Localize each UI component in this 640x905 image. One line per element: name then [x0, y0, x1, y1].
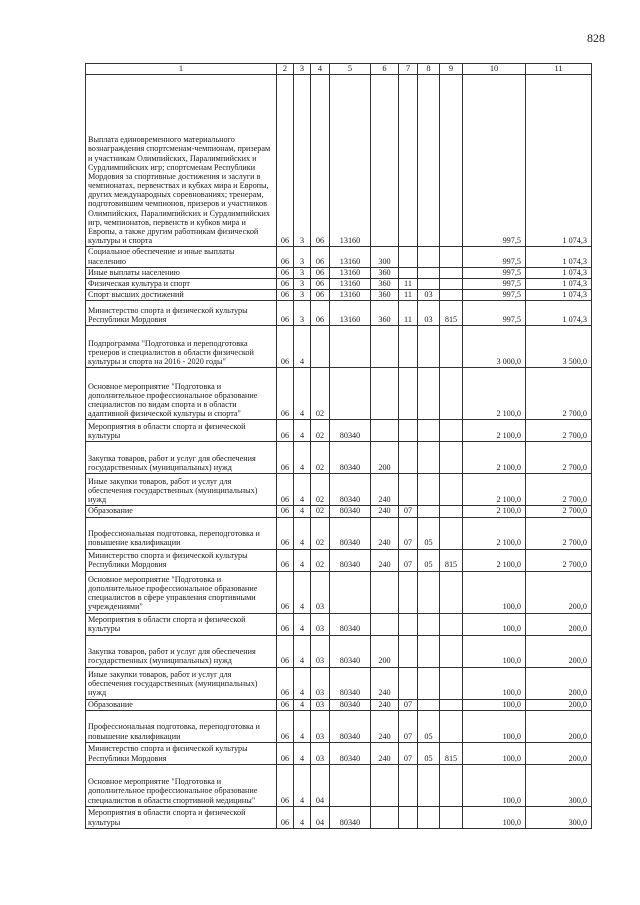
code-expense-cell	[371, 571, 399, 613]
amount-2018-cell: 300,0	[526, 806, 592, 828]
code-item-cell: 02	[311, 517, 330, 549]
amount-2017-cell: 997,5	[463, 247, 526, 267]
code-target-cell: 80340	[330, 613, 371, 635]
amount-2017-cell: 100,0	[463, 742, 526, 764]
code-section-cell: 07	[399, 699, 418, 710]
code-sec-cell: 06	[277, 571, 294, 613]
code-sec-cell: 06	[277, 517, 294, 549]
code-sec-cell: 06	[277, 635, 294, 667]
code-target-cell: 80340	[330, 806, 371, 828]
code-sec-cell: 06	[277, 368, 294, 420]
code-subsection-cell	[418, 326, 440, 368]
code-item-cell: 06	[311, 247, 330, 267]
amount-2018-cell: 2 700,0	[526, 549, 592, 571]
row-name-cell: Закупка товаров, работ и услуг для обеспечения государственных (муниципальных) нужд	[86, 442, 277, 474]
amount-2017-cell: 3 000,0	[463, 326, 526, 368]
table-row	[86, 474, 592, 506]
amount-2017-cell: 100,0	[463, 710, 526, 742]
code-section-cell	[399, 368, 418, 420]
code-subsection-cell	[418, 368, 440, 420]
table-row	[86, 290, 592, 301]
amount-2018-cell: 200,0	[526, 635, 592, 667]
code-sec-cell: 06	[277, 301, 294, 326]
amount-2017-cell: 100,0	[463, 699, 526, 710]
table-row	[86, 75, 592, 247]
code-sec-cell: 06	[277, 667, 294, 699]
code-sub-cell: 4	[294, 420, 311, 442]
code-target-cell: 80340	[330, 699, 371, 710]
code-sec-cell: 06	[277, 247, 294, 267]
code-target-cell: 13160	[330, 267, 371, 278]
code-expense-cell: 240	[371, 506, 399, 517]
amount-2018-cell: 2 700,0	[526, 420, 592, 442]
code-ministry-cell	[440, 667, 463, 699]
header-col-10: 10	[463, 64, 526, 75]
header-col-1: 1	[86, 64, 277, 75]
amount-2018-cell: 200,0	[526, 710, 592, 742]
code-section-cell: 11	[399, 290, 418, 301]
code-sub-cell: 3	[294, 301, 311, 326]
code-section-cell: 07	[399, 517, 418, 549]
code-ministry-cell	[440, 290, 463, 301]
code-subsection-cell	[418, 699, 440, 710]
table-row	[86, 699, 592, 710]
code-sub-cell: 4	[294, 742, 311, 764]
code-section-cell	[399, 806, 418, 828]
code-subsection-cell: 05	[418, 710, 440, 742]
row-name-cell: Выплата единовременного материального вознаграждения спортсменам-чемпионам, призерам и участникам Олимпийских, Паралимпийских и Сурдлимпийских игр; спортсменам Республики Мордовия за спортивные достижения и заслуги в чемпионатах, первенствах и кубках мира и Европы, других международных соревнованиях; тренерам, подготовившим чемпионов, призеров и участников Олимпийских, Паралимпийских и Сурдлимпийских игр, чемпионатов, первенств и кубков мира и Европы, а также другим работникам физической культуры и спорта	[86, 75, 277, 247]
code-section-cell	[399, 75, 418, 247]
code-sub-cell: 3	[294, 290, 311, 301]
code-item-cell: 06	[311, 290, 330, 301]
table-row	[86, 301, 592, 326]
code-section-cell	[399, 267, 418, 278]
row-name-cell: Мероприятия в области спорта и физической культуры	[86, 420, 277, 442]
table-row	[86, 420, 592, 442]
code-sec-cell: 06	[277, 506, 294, 517]
row-name-cell: Подпрограмма "Подготовка и переподготовка тренеров и специалистов в области физической культуры и спорта на 2016 - 2020 годы"	[86, 326, 277, 368]
row-name-cell: Основное мероприятие "Подготовка и дополнительное профессиональное образование специалистов по видам спорта и в области адаптивной физической культуры и спорта"	[86, 368, 277, 420]
amount-2018-cell: 2 700,0	[526, 442, 592, 474]
code-sec-cell: 06	[277, 474, 294, 506]
code-target-cell	[330, 368, 371, 420]
code-item-cell: 06	[311, 267, 330, 278]
code-target-cell: 80340	[330, 517, 371, 549]
code-expense-cell	[371, 806, 399, 828]
code-target-cell: 80340	[330, 667, 371, 699]
code-sub-cell: 3	[294, 278, 311, 289]
code-sub-cell: 4	[294, 506, 311, 517]
code-target-cell: 13160	[330, 75, 371, 247]
amount-2018-cell: 1 074,3	[526, 75, 592, 247]
code-ministry-cell	[440, 764, 463, 806]
code-sub-cell: 4	[294, 549, 311, 571]
code-item-cell: 03	[311, 613, 330, 635]
code-sub-cell: 4	[294, 326, 311, 368]
amount-2018-cell: 3 500,0	[526, 326, 592, 368]
code-target-cell: 80340	[330, 420, 371, 442]
amount-2018-cell: 2 700,0	[526, 517, 592, 549]
amount-2018-cell: 300,0	[526, 764, 592, 806]
code-subsection-cell: 03	[418, 290, 440, 301]
amount-2018-cell: 1 074,3	[526, 247, 592, 267]
amount-2018-cell: 2 700,0	[526, 474, 592, 506]
code-ministry-cell: 815	[440, 549, 463, 571]
header-col-2: 2	[277, 64, 294, 75]
code-subsection-cell	[418, 474, 440, 506]
row-name-cell: Основное мероприятие "Подготовка и дополнительное профессиональное образование специалистов в области спортивной медицины"	[86, 764, 277, 806]
code-subsection-cell	[418, 442, 440, 474]
code-ministry-cell	[440, 278, 463, 289]
code-section-cell	[399, 635, 418, 667]
code-sub-cell: 4	[294, 635, 311, 667]
amount-2017-cell: 100,0	[463, 613, 526, 635]
header-col-7: 7	[399, 64, 418, 75]
code-sec-cell: 06	[277, 806, 294, 828]
code-section-cell: 07	[399, 710, 418, 742]
code-ministry-cell	[440, 506, 463, 517]
code-expense-cell: 240	[371, 710, 399, 742]
code-item-cell: 04	[311, 764, 330, 806]
amount-2018-cell: 200,0	[526, 613, 592, 635]
header-col-6: 6	[371, 64, 399, 75]
code-section-cell: 07	[399, 549, 418, 571]
header-col-11: 11	[526, 64, 592, 75]
row-name-cell: Мероприятия в области спорта и физической культуры	[86, 806, 277, 828]
amount-2017-cell: 2 100,0	[463, 517, 526, 549]
code-expense-cell: 300	[371, 247, 399, 267]
code-section-cell	[399, 247, 418, 267]
code-target-cell: 80340	[330, 742, 371, 764]
code-subsection-cell	[418, 667, 440, 699]
code-expense-cell: 240	[371, 474, 399, 506]
code-sub-cell: 4	[294, 806, 311, 828]
code-target-cell: 80340	[330, 442, 371, 474]
table-row	[86, 710, 592, 742]
amount-2018-cell: 1 074,3	[526, 301, 592, 326]
code-item-cell: 03	[311, 667, 330, 699]
code-sub-cell: 3	[294, 75, 311, 247]
row-name-cell: Министерство спорта и физической культуры Республики Мордовия	[86, 301, 277, 326]
table-row	[86, 549, 592, 571]
code-sub-cell: 4	[294, 710, 311, 742]
code-section-cell	[399, 571, 418, 613]
code-target-cell: 13160	[330, 290, 371, 301]
code-item-cell: 03	[311, 710, 330, 742]
code-sec-cell: 06	[277, 710, 294, 742]
code-target-cell	[330, 764, 371, 806]
header-col-4: 4	[311, 64, 330, 75]
code-sub-cell: 4	[294, 764, 311, 806]
header-col-5: 5	[330, 64, 371, 75]
amount-2017-cell: 997,5	[463, 75, 526, 247]
budget-table	[85, 63, 592, 829]
code-section-cell: 11	[399, 301, 418, 326]
table-row	[86, 368, 592, 420]
table-row	[86, 613, 592, 635]
amount-2017-cell: 997,5	[463, 290, 526, 301]
code-sec-cell: 06	[277, 549, 294, 571]
row-name-cell: Спорт высших достижений	[86, 290, 277, 301]
code-sub-cell: 3	[294, 247, 311, 267]
code-sub-cell: 4	[294, 699, 311, 710]
code-item-cell: 06	[311, 75, 330, 247]
amount-2018-cell: 2 700,0	[526, 368, 592, 420]
amount-2017-cell: 100,0	[463, 806, 526, 828]
code-item-cell: 02	[311, 368, 330, 420]
amount-2017-cell: 100,0	[463, 764, 526, 806]
table-row	[86, 442, 592, 474]
amount-2017-cell: 100,0	[463, 635, 526, 667]
amount-2018-cell: 200,0	[526, 699, 592, 710]
code-sub-cell: 4	[294, 613, 311, 635]
row-name-cell: Иные закупки товаров, работ и услуг для обеспечения государственных (муниципальных) нужд	[86, 667, 277, 699]
row-name-cell: Физическая культура и спорт	[86, 278, 277, 289]
amount-2017-cell: 100,0	[463, 667, 526, 699]
code-sub-cell: 4	[294, 442, 311, 474]
table-body	[86, 64, 592, 829]
code-expense-cell: 360	[371, 267, 399, 278]
code-ministry-cell: 815	[440, 742, 463, 764]
amount-2017-cell: 2 100,0	[463, 506, 526, 517]
code-target-cell: 80340	[330, 506, 371, 517]
row-name-cell: Закупка товаров, работ и услуг для обеспечения государственных (муниципальных) нужд	[86, 635, 277, 667]
code-sub-cell: 4	[294, 368, 311, 420]
code-sec-cell: 06	[277, 267, 294, 278]
code-ministry-cell: 815	[440, 301, 463, 326]
code-sec-cell: 06	[277, 442, 294, 474]
code-subsection-cell	[418, 247, 440, 267]
table-row	[86, 806, 592, 828]
code-expense-cell: 240	[371, 549, 399, 571]
code-item-cell: 06	[311, 301, 330, 326]
code-subsection-cell	[418, 806, 440, 828]
code-expense-cell: 360	[371, 301, 399, 326]
code-sub-cell: 4	[294, 571, 311, 613]
code-expense-cell	[371, 764, 399, 806]
code-ministry-cell	[440, 710, 463, 742]
code-subsection-cell: 05	[418, 517, 440, 549]
code-item-cell: 02	[311, 549, 330, 571]
code-ministry-cell	[440, 442, 463, 474]
table-row	[86, 635, 592, 667]
code-ministry-cell	[440, 635, 463, 667]
code-target-cell: 80340	[330, 474, 371, 506]
code-sec-cell: 06	[277, 420, 294, 442]
row-name-cell: Образование	[86, 699, 277, 710]
code-item-cell: 03	[311, 742, 330, 764]
header-col-8: 8	[418, 64, 440, 75]
code-subsection-cell	[418, 420, 440, 442]
table-row	[86, 742, 592, 764]
amount-2017-cell: 997,5	[463, 267, 526, 278]
header-col-9: 9	[440, 64, 463, 75]
code-sub-cell: 4	[294, 517, 311, 549]
code-target-cell: 13160	[330, 278, 371, 289]
code-subsection-cell: 05	[418, 742, 440, 764]
code-sub-cell: 4	[294, 667, 311, 699]
code-target-cell: 13160	[330, 301, 371, 326]
code-subsection-cell: 03	[418, 301, 440, 326]
table-row	[86, 326, 592, 368]
code-subsection-cell	[418, 75, 440, 247]
code-expense-cell	[371, 75, 399, 247]
code-ministry-cell	[440, 247, 463, 267]
amount-2017-cell: 2 100,0	[463, 474, 526, 506]
table-row	[86, 764, 592, 806]
code-subsection-cell	[418, 267, 440, 278]
code-subsection-cell	[418, 613, 440, 635]
code-subsection-cell	[418, 278, 440, 289]
code-sec-cell: 06	[277, 764, 294, 806]
row-name-cell: Основное мероприятие "Подготовка и дополнительное профессиональное образование специалистов в сфере управления спортивными учреждениями"	[86, 571, 277, 613]
code-item-cell: 02	[311, 474, 330, 506]
row-name-cell: Профессиональная подготовка, переподготовка и повышение квалификации	[86, 710, 277, 742]
code-target-cell: 80340	[330, 549, 371, 571]
row-name-cell: Министерство спорта и физической культуры Республики Мордовия	[86, 742, 277, 764]
code-expense-cell	[371, 368, 399, 420]
table-row	[86, 571, 592, 613]
row-name-cell: Мероприятия в области спорта и физической культуры	[86, 613, 277, 635]
amount-2018-cell: 1 074,3	[526, 290, 592, 301]
code-ministry-cell	[440, 368, 463, 420]
code-expense-cell: 360	[371, 278, 399, 289]
code-ministry-cell	[440, 474, 463, 506]
row-name-cell: Иные выплаты населению	[86, 267, 277, 278]
row-name-cell: Министерство спорта и физической культуры Республики Мордовия	[86, 549, 277, 571]
code-expense-cell: 200	[371, 635, 399, 667]
amount-2017-cell: 997,5	[463, 278, 526, 289]
amount-2018-cell: 1 074,3	[526, 267, 592, 278]
row-name-cell: Социальное обеспечение и иные выплаты населению	[86, 247, 277, 267]
code-ministry-cell	[440, 75, 463, 247]
row-name-cell: Профессиональная подготовка, переподготовка и повышение квалификации	[86, 517, 277, 549]
code-ministry-cell	[440, 420, 463, 442]
table-row	[86, 667, 592, 699]
code-subsection-cell	[418, 635, 440, 667]
amount-2017-cell: 997,5	[463, 301, 526, 326]
table-row	[86, 278, 592, 289]
code-expense-cell: 240	[371, 517, 399, 549]
code-ministry-cell	[440, 517, 463, 549]
code-section-cell	[399, 764, 418, 806]
code-sec-cell: 06	[277, 699, 294, 710]
code-section-cell	[399, 613, 418, 635]
code-sec-cell: 06	[277, 326, 294, 368]
code-target-cell: 13160	[330, 247, 371, 267]
code-sec-cell: 06	[277, 278, 294, 289]
code-ministry-cell	[440, 806, 463, 828]
code-subsection-cell	[418, 764, 440, 806]
header-col-3: 3	[294, 64, 311, 75]
code-item-cell: 02	[311, 442, 330, 474]
code-ministry-cell	[440, 326, 463, 368]
code-item-cell: 03	[311, 571, 330, 613]
code-sec-cell: 06	[277, 742, 294, 764]
code-section-cell	[399, 474, 418, 506]
code-ministry-cell	[440, 613, 463, 635]
header-row	[86, 64, 592, 75]
amount-2017-cell: 100,0	[463, 571, 526, 613]
table-row	[86, 517, 592, 549]
code-target-cell: 80340	[330, 710, 371, 742]
code-subsection-cell	[418, 571, 440, 613]
code-expense-cell	[371, 326, 399, 368]
code-section-cell: 07	[399, 506, 418, 517]
amount-2018-cell: 1 074,3	[526, 278, 592, 289]
table-row	[86, 247, 592, 267]
code-ministry-cell	[440, 571, 463, 613]
code-expense-cell	[371, 420, 399, 442]
row-name-cell: Иные закупки товаров, работ и услуг для обеспечения государственных (муниципальных) нужд	[86, 474, 277, 506]
code-section-cell	[399, 667, 418, 699]
code-expense-cell: 240	[371, 742, 399, 764]
page-number: 828	[587, 31, 605, 45]
amount-2018-cell: 200,0	[526, 571, 592, 613]
code-expense-cell: 240	[371, 667, 399, 699]
code-item-cell: 06	[311, 278, 330, 289]
code-sec-cell: 06	[277, 290, 294, 301]
amount-2017-cell: 2 100,0	[463, 442, 526, 474]
row-name-cell: Образование	[86, 506, 277, 517]
code-ministry-cell	[440, 699, 463, 710]
code-item-cell: 03	[311, 635, 330, 667]
amount-2017-cell: 2 100,0	[463, 368, 526, 420]
table-row	[86, 506, 592, 517]
code-item-cell: 02	[311, 506, 330, 517]
code-subsection-cell: 05	[418, 549, 440, 571]
code-sec-cell: 06	[277, 75, 294, 247]
code-section-cell: 07	[399, 742, 418, 764]
code-target-cell	[330, 571, 371, 613]
code-target-cell	[330, 326, 371, 368]
table-row	[86, 267, 592, 278]
code-sub-cell: 4	[294, 474, 311, 506]
code-section-cell	[399, 420, 418, 442]
amount-2018-cell: 200,0	[526, 742, 592, 764]
amount-2017-cell: 2 100,0	[463, 420, 526, 442]
code-expense-cell: 360	[371, 290, 399, 301]
code-expense-cell: 240	[371, 699, 399, 710]
code-sub-cell: 3	[294, 267, 311, 278]
code-section-cell	[399, 442, 418, 474]
amount-2017-cell: 2 100,0	[463, 549, 526, 571]
code-ministry-cell	[440, 267, 463, 278]
code-subsection-cell	[418, 506, 440, 517]
code-item-cell: 03	[311, 699, 330, 710]
code-target-cell: 80340	[330, 635, 371, 667]
code-expense-cell: 200	[371, 442, 399, 474]
amount-2018-cell: 2 700,0	[526, 506, 592, 517]
code-section-cell	[399, 326, 418, 368]
code-section-cell: 11	[399, 278, 418, 289]
code-item-cell	[311, 326, 330, 368]
code-item-cell: 04	[311, 806, 330, 828]
code-item-cell: 02	[311, 420, 330, 442]
code-sec-cell: 06	[277, 613, 294, 635]
amount-2018-cell: 200,0	[526, 667, 592, 699]
code-expense-cell	[371, 613, 399, 635]
